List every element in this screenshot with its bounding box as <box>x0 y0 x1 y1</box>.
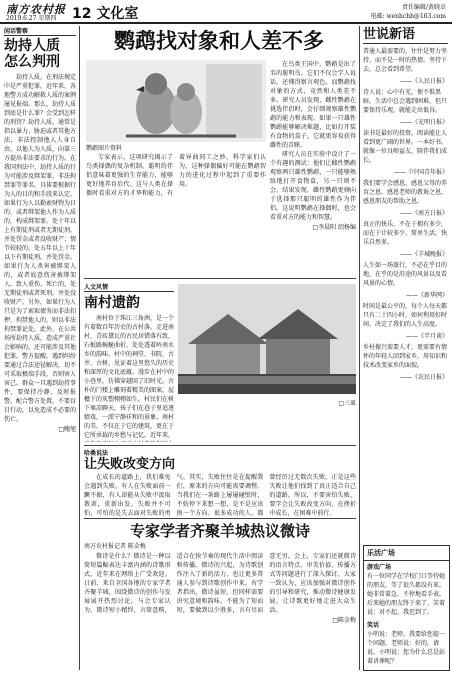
parrot-body-1: 在鸟类王国中，鹦鹉是出了名的聪明鸟。它们不仅会学人说话，还懂得察言观色。而鹦鹉找对象的方式，竟然和人类差不多。研究人员发现，雌性鹦鹉在挑选伴侣时，会仔细观察雄性鹦鹉的能力和表现。如果一只雄性鹦鹉能够解决难题，比如打开装有食物的盒子，它就更容易获得雌性的青睐。 <box>270 61 356 149</box>
divider <box>84 518 356 519</box>
saying-text: 我们要学会感恩，感恩父母的养育之恩，感恩老师的教诲之恩，感恩朋友的帮助之恩。 <box>363 180 448 205</box>
section-title: 12 文化室 <box>72 6 139 22</box>
saying-text: 乡村振兴需要人才，更需要有情怀的年轻人回到家乡，用知识和技术改变家乡的面貌。 <box>363 344 448 369</box>
saying-text: 诗人说：心中有光，便不惧黑暗。生活中总会遇到困难，但只要保持乐观，就能走出低谷。 <box>363 89 448 114</box>
divider <box>359 26 360 670</box>
saying-source: ——《羊城晚报》 <box>399 251 448 258</box>
saying-source: ——《半月谈》 <box>405 333 448 340</box>
experts-body: 微诗是什么？微诗是一种以简短篇幅表达丰富内涵的诗歌形式，近年来在网络上广受欢迎。日前，来自全国各地的专家学者齐聚羊城，围绕微诗的创作与发展展开热烈讨论。与会专家认为，微诗短小精悍，言简意赅，适合在快节奏的现代生活中阅读和传播。微诗的兴起，为诗歌创作注入了新的活力，也让更多普通人参与到诗歌创作中来。有学者指出，微诗虽短，但同样需要讲究意境和韵味，不能为了短而短，要做到以少胜多，言有尽而意无穷。会上，专家们还就微诗的语言特点、审美价值、传播方式等问题进行了深入探讨。大家一致认为，应该加强对微诗创作的引导和研究，推动微诗健康发展，让诗歌更好地走进大众生活。 <box>84 553 356 614</box>
left-headline-1: 劫持人质 <box>4 38 60 54</box>
divider <box>79 26 80 670</box>
experts-subtitle: 南方农村报记者 陈金梅 <box>84 543 146 550</box>
parrot-body-2: 研究人员在实验中设计了一个有趣的测试：他们让雌性鹦鹉观察两只雄性鹦鹉，一只能够熟练地打开食物盒，另一只则不会。结果发现，雌性鹦鹉更倾向于选择那只聪明的雄性作为伴侣。这说明鹦鹉在择偶时，也会看重对方的能力和智慧。 <box>270 151 356 221</box>
left-article-body: 劫持人质，在刑法规定中是严重犯罪。近年来，各地警方成功解救人质的案例屡见报端。那么，劫持人质到底是什么罪？会受到怎样的刑罚？劫持人质，通常是指以暴力、胁迫或者其他方法，非法控制他人人身自由，以他人为人质，向第三方提出非法要求的行为。在我国刑法中，劫持人质的行为可能涉及绑架罪、非法拘禁罪等罪名，具体要根据行为人的目的和手段来认定。如果行为人以勒索财物为目的，或者绑架他人作为人质的，构成绑架罪，处十年以上有期徒刑或者无期徒刑，并处罚金或者没收财产；情节较轻的，处五年以上十年以下有期徒刑，并处罚金。如果行为人杀害被绑架人的，或者故意伤害被绑架人，致人重伤、死亡的，处无期徒刑或者死刑，并处没收财产。另外，如果行为人只是为了索取债务而非法扣押、拘禁他人的，则以非法拘禁罪论处。此外，在公共场所劫持人质，造成严重社会影响的，还可能涉及其他犯罪。警方提醒，遇到纠纷要通过合法途径解决，切不可采取极端手段，否则害人害己。群众一旦遇到劫持事件，要保持冷静，及时报警，配合警方处置，不要盲目行动，以免造成不必要的伤亡。 <box>4 74 76 423</box>
village-illustration <box>178 284 356 394</box>
leisure-title: 乐活广场 <box>364 546 449 561</box>
nancun-body-cont <box>178 398 356 442</box>
parrot-headline: 鹦鹉找对象和人差不多 <box>114 29 324 53</box>
failure-body: 在成长的道路上，我们难免会遇到失败。有人在失败面前一蹶不振，有人却能从失败中汲取教训，重新出发。失败并不可怕，可怕的是失去面对失败的勇气。其实，失败往往是在提醒我们，原来的方向可能需要调整。当我们在一条路上屡屡碰壁时，不妨停下来想一想，是不是应该换一个方向。很多成功的人，都曾经历过无数次失败，正是这些失败让他们找到了真正适合自己的道路。所以，不要害怕失败，要学会让失败改变方向，在挫折中成长，在困难中前行。 <box>84 474 356 516</box>
nancun-kicker: 人文风情 <box>84 282 174 292</box>
saying-text: 真正的快乐，不在于拥有多少，而在于计较多少。简单生活，快乐自然多。 <box>363 221 448 246</box>
saying-source: ——《中国青年报》 <box>393 169 448 176</box>
nancun-article <box>84 282 174 442</box>
experts-article <box>84 522 356 670</box>
saying-text: 读书是最好的投资，阅读能让人看到更广阔的世界。一本好书，就像一位良师益友，陪伴我们成长。 <box>363 130 448 164</box>
nancun-body: 南村位于珠江三角洲，是一个有着数百年历史的古村落。走进南村，青砖黛瓦的古民居错落有致，石板路蜿蜒曲折，处处透着岭南水乡的韵味。村中的祠堂、书院、古井、古树，见证着这里悠久的历史和深厚的文化底蕴。漫步在村中的小巷里，仿佛穿越回了旧时光。古朴的门楼上雕刻着精美的图案，屋檐下的灰塑栩栩如生。村民们在树下乘凉聊天，孩子们在巷子里追逐嬉戏，一派宁静祥和的景象。南村的美，不仅在于它的建筑，更在于它所承载的乡愁与记忆。近年来， <box>84 315 174 439</box>
failure-headline: 让失败改变方向 <box>84 457 176 472</box>
left-headline-2: 怎么判刑 <box>4 54 60 70</box>
sayings-kicker: 世说新语 <box>363 26 448 44</box>
failure-article <box>84 448 356 516</box>
experts-byline: □陈金梅 <box>332 617 356 624</box>
paper-logo: 南方农村报 <box>6 3 66 16</box>
editor-email: 电邮: wenhchh@163.com <box>370 13 446 20</box>
leisure-body-2: 小明说：老师，我要给您提一个问题。老师说：好的，请说。小明说：您为什么总是站着讲课呢？ <box>367 631 446 665</box>
saying-text: 普通人最需要的，往往是努力坚持，而不是一时的热情。坚持下去，总会看到希望。 <box>363 48 448 73</box>
saying-source: ——《光明日报》 <box>399 119 448 126</box>
parrot-illustration <box>86 60 266 142</box>
divider <box>84 445 356 446</box>
left-byline: □鲍旭 <box>58 426 76 433</box>
leisure-sub-2: 笑话 <box>367 622 380 629</box>
parrot-caption: 鹦鹉图片资料 <box>86 145 123 152</box>
nancun-byline: □三皿 <box>338 400 356 407</box>
parrot-byline: □李晨阳 绍杨编 <box>312 224 356 231</box>
saying-source: ——《农民日报》 <box>399 374 448 381</box>
saying-text: 人生如一场旅行，不必在乎目的地，在乎的是沿途的风景以及看风景的心情。 <box>363 262 448 287</box>
saying-source: ——《新华网》 <box>405 292 448 299</box>
divider <box>84 278 356 279</box>
right-column <box>363 26 448 541</box>
nancun-photo <box>178 284 356 394</box>
parrot-body-right <box>270 60 356 275</box>
saying-source: ——《人民日报》 <box>399 78 448 85</box>
saying-text: 时间是最公平的，每个人每天都只有二十四小时。如何利用好时间，决定了我们的人生高度。 <box>363 303 448 328</box>
saying-source: ——《南方日报》 <box>399 210 448 217</box>
masthead <box>0 0 452 24</box>
editor-credit: 责任编辑/黄晓卓 <box>401 4 446 11</box>
experts-headline: 专家学者齐聚羊城热议微诗 <box>129 522 310 540</box>
parrot-body-bottom <box>86 153 266 275</box>
failure-kicker: 哈桑说法 <box>84 450 109 457</box>
nancun-headline: 南村遗韵 <box>84 295 140 311</box>
parrot-body-3: 专家表示，这项研究揭示了鸟类择偶的复杂机制。聪明的伴侣意味着更强的生存能力，能够更好地养育后代。这与人类在择偶时看重对方的才华和能力，有着异曲同工之妙。科学家们认为，这种择偶偏好可能在鹦鹉智力的进化过程中起到了重要作用。 <box>86 154 266 197</box>
leisure-box <box>363 545 450 671</box>
left-kicker: 闲话警察 <box>4 26 76 36</box>
issue-date: 2019.6.27 星期四 <box>6 15 57 22</box>
leisure-body: 有一位同学在学校门口等待她的朋友，等了很久都没有来。她非常着急，不停地看手表。后来她的朋友终于来了，笑着说：对不起，我迟到了。 <box>367 573 446 616</box>
leisure-sub: 游戏广场 <box>367 564 392 571</box>
left-column <box>4 26 76 670</box>
parrot-photo <box>86 60 266 142</box>
